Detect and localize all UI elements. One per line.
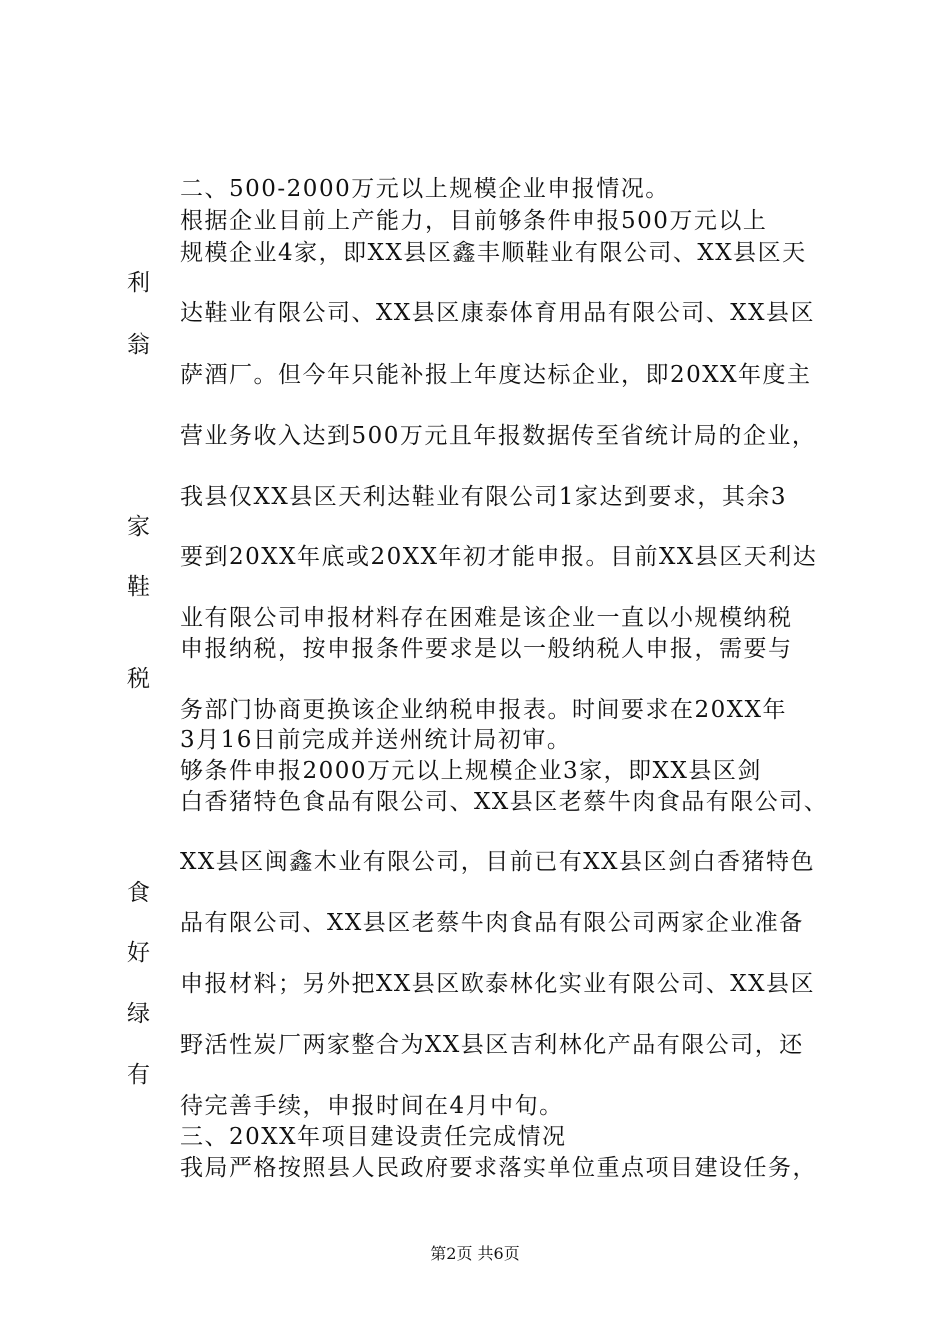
text-line: 营业务收入达到500万元且年报数据传至省统计局的企业，	[180, 423, 817, 449]
text-line: 我县仅XX县区天利达鞋业有限公司1家达到要求，其余3	[180, 484, 788, 510]
text-line: 白香猪特色食品有限公司、XX县区老蔡牛肉食品有限公司、	[180, 789, 829, 815]
text-line: 规模企业4家，即XX县区鑫丰顺鞋业有限公司、XX县区天	[180, 240, 807, 266]
text-line: 我局严格按照县人民政府要求落实单位重点项目建设任务，	[180, 1155, 817, 1181]
text-line: 萨酒厂。但今年只能补报上年度达标企业，即20XX年度主	[180, 362, 812, 388]
text-line: 根据企业目前上产能力，目前够条件申报500万元以上	[180, 208, 768, 234]
text-line: 品有限公司、XX县区老蔡牛肉食品有限公司两家企业准备	[180, 910, 804, 936]
margin-char: 税	[127, 666, 150, 692]
margin-char: 好	[127, 940, 150, 966]
text-line: 待完善手续，申报时间在4月中旬。	[180, 1093, 564, 1119]
margin-char: 翁	[127, 332, 150, 358]
margin-char: 利	[127, 270, 150, 296]
text-line: 三、20XX年项目建设责任完成情况	[180, 1124, 567, 1150]
text-line: 二、500-2000万元以上规模企业申报情况。	[180, 176, 670, 202]
text-line: 业有限公司申报材料存在困难是该企业一直以小规模纳税	[180, 605, 793, 631]
margin-char: 绿	[127, 1001, 150, 1027]
margin-char: 有	[127, 1062, 150, 1088]
text-line: 务部门协商更换该企业纳税申报表。时间要求在20XX年	[180, 697, 788, 723]
text-line: XX县区闽鑫木业有限公司，目前已有XX县区剑白香猪特色	[180, 849, 815, 875]
margin-char: 食	[127, 880, 150, 906]
text-line: 申报材料；另外把XX县区欧泰林化实业有限公司、XX县区	[180, 971, 815, 997]
text-line: 够条件申报2000万元以上规模企业3家，即XX县区剑	[180, 758, 762, 784]
text-line: 野活性炭厂两家整合为XX县区吉利林化产品有限公司，还	[180, 1032, 804, 1058]
text-line: 要到20XX年底或20XX年初才能申报。目前XX县区天利达	[180, 544, 818, 570]
text-line: 达鞋业有限公司、XX县区康泰体育用品有限公司、XX县区	[180, 300, 815, 326]
text-line: 申报纳税，按申报条件要求是以一般纳税人申报，需要与	[180, 636, 793, 662]
margin-char: 家	[127, 514, 150, 540]
page-number: 第2页 共6页	[430, 1244, 520, 1263]
text-line: 3月16日前完成并送州统计局初审。	[180, 727, 572, 753]
margin-char: 鞋	[127, 574, 150, 600]
